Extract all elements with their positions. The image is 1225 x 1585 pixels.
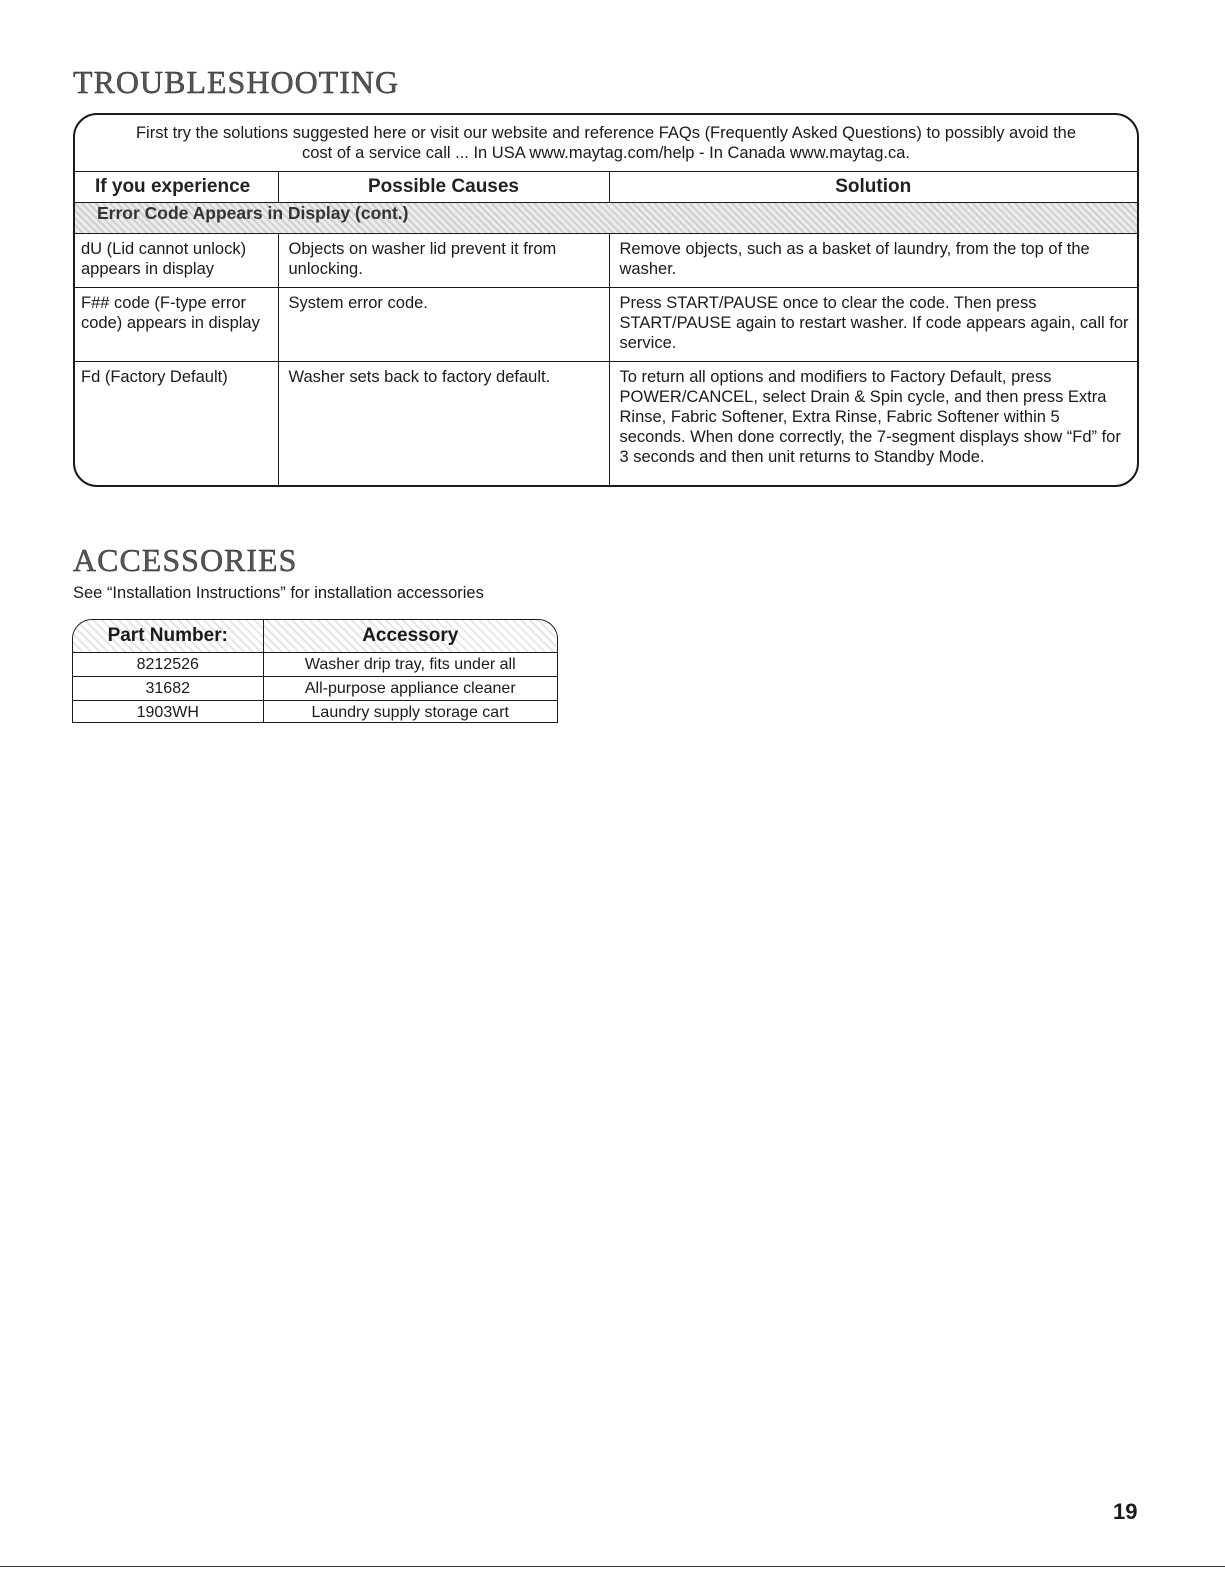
troubleshooting-intro [75,115,1137,171]
column-header-part-number: Part Number: [73,620,263,653]
solution-cell: Press START/PAUSE once to clear the code. Then press START/PAUSE again to restart washer. If code appears again, call for service. [609,288,1137,362]
part-number-cell: 31682 [73,677,263,701]
cause-cell: Objects on washer lid prevent it from unlocking. [278,234,609,288]
column-header-accessory: Accessory [263,620,557,653]
bottom-divider [0,1566,1225,1567]
table-row [75,362,1137,488]
intro-line-2: cost of a service call ... In USA www.maytag.com/help - In Canada www.maytag.ca. [301,144,910,162]
section-row [75,203,1137,234]
part-number-cell: 1903WH [73,701,263,724]
table-row [73,701,557,724]
accessories-table [73,620,557,723]
accessory-cell: Laundry supply storage cart [263,701,557,724]
column-header-causes: Possible Causes [278,172,609,203]
accessory-cell: All-purpose appliance cleaner [263,677,557,701]
table-row [75,234,1137,288]
section-label: Error Code Appears in Display (cont.) [75,203,1137,234]
column-header-solution: Solution [609,172,1137,203]
accessories-table-box [72,619,558,723]
table-row [73,677,557,701]
column-header-experience: If you experience [75,172,278,203]
accessory-cell: Washer drip tray, fits under all [263,653,557,677]
cause-cell: Washer sets back to factory default. [278,362,609,488]
experience-cell: F## code (F-type error code) appears in display [75,288,278,362]
page-number: 19 [1113,1499,1138,1524]
part-number-cell: 8212526 [73,653,263,677]
solution-cell: Remove objects, such as a basket of laundry, from the top of the washer. [609,234,1137,288]
troubleshooting-table-box [73,113,1139,487]
experience-cell: Fd (Factory Default) [75,362,278,488]
accessories-header-row [73,620,557,653]
troubleshooting-table [75,171,1137,487]
intro-line-1: First try the solutions suggested here or visit our website and reference FAQs (Frequently Asked Questions) to possibly avoid the [135,124,1077,142]
accessories-heading: ACCESSORIES [73,542,298,578]
accessories-subtitle: See “Installation Instructions” for installation accessories [73,584,484,602]
table-header-row [75,172,1137,203]
table-row [75,288,1137,362]
solution-cell: To return all options and modifiers to Factory Default, press POWER/CANCEL, select Drain & Spin cycle, and then press Extra Rinse, Fabric Softener, Extra Rinse, Fabric Softener within 5 seconds. When done correctly, the 7-segment displays show “Fd” for 3 seconds and then unit returns to Standby Mode. [609,362,1137,488]
cause-cell: System error code. [278,288,609,362]
troubleshooting-heading: TROUBLESHOOTING [73,64,400,100]
experience-cell: dU (Lid cannot unlock) appears in display [75,234,278,288]
table-row [73,653,557,677]
